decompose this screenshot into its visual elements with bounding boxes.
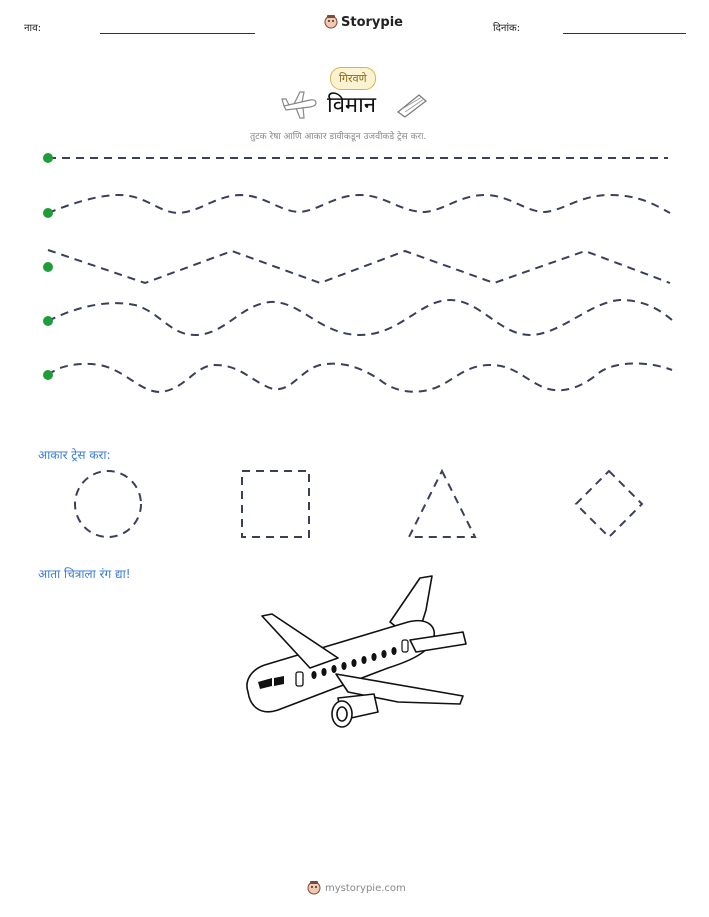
page-title: विमान <box>327 93 376 118</box>
brand-logo <box>324 14 403 30</box>
trace-shape-triangle <box>409 471 475 537</box>
brand-name: Storypie <box>341 14 403 30</box>
airplane-sketch-icon <box>280 88 320 120</box>
trace-shape-circle <box>75 471 141 537</box>
instruction-text: तुटक रेषा आणि आकार डावीकडून उजवीकडे ट्रेस करा. <box>250 132 427 142</box>
start-dot-5 <box>43 370 53 380</box>
difficulty-badge: गिरवणे <box>330 67 376 90</box>
start-dot-1 <box>43 153 53 163</box>
start-dot-2 <box>43 208 53 218</box>
name-line[interactable] <box>100 33 255 34</box>
start-dot-3 <box>43 262 53 272</box>
date-label: दिनांक: <box>493 23 521 34</box>
shapes-heading: आकार ट्रेस करा: <box>38 448 111 462</box>
footer-logo-icon <box>307 880 321 896</box>
trace-line-wave-1 <box>48 195 670 213</box>
trace-shape-diamond <box>576 471 642 537</box>
date-line[interactable] <box>563 33 686 34</box>
name-label: नाव: <box>24 23 42 34</box>
footer-link[interactable]: mystorypie.com <box>325 882 406 894</box>
start-dot-4 <box>43 316 53 326</box>
storypie-logo-icon <box>324 14 338 30</box>
tracing-shapes <box>0 462 709 547</box>
trace-line-zigzag <box>48 250 670 283</box>
trace-line-wave-2 <box>48 300 672 335</box>
airplane-coloring-image[interactable] <box>238 572 470 734</box>
color-heading: आता चित्राला रंग द्या! <box>38 567 131 581</box>
tracing-lines <box>0 140 709 400</box>
pencil-eraser-icon <box>395 92 429 118</box>
trace-shape-square <box>242 471 309 537</box>
footer <box>307 880 406 896</box>
trace-line-curly-wave <box>48 363 672 392</box>
